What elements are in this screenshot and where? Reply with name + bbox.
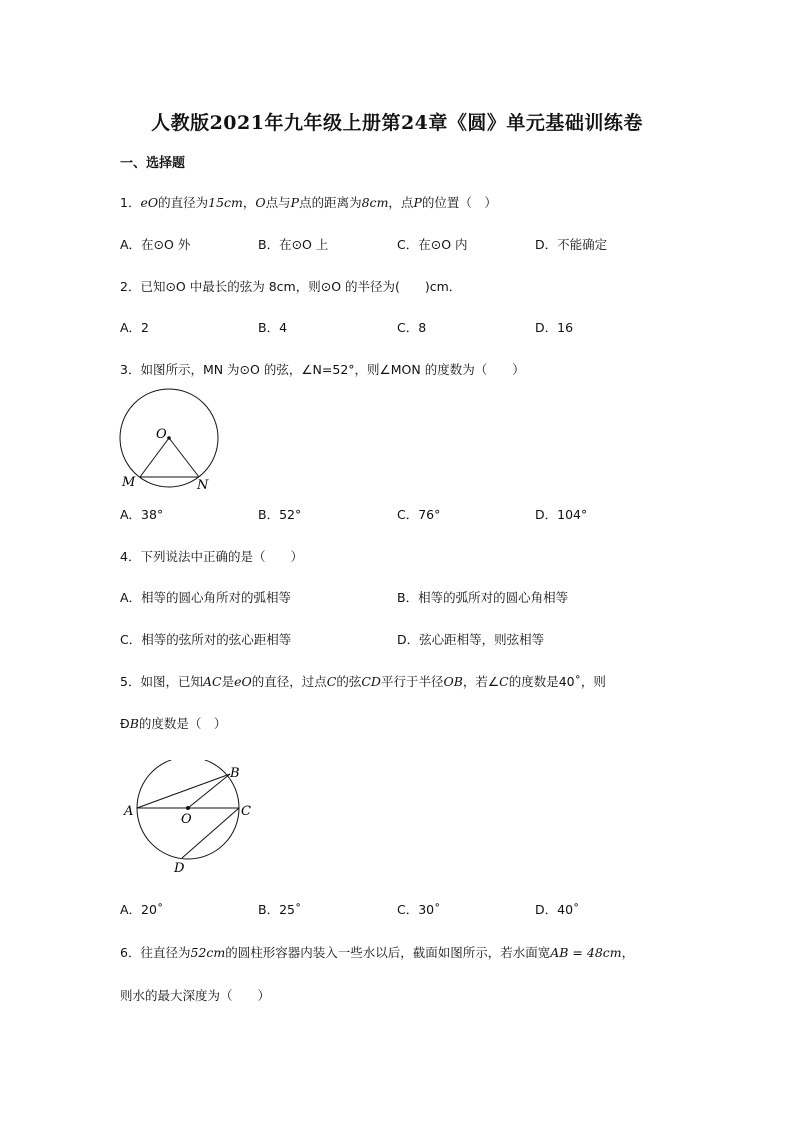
q4-option-b[interactable]: B．相等的弧所对的圆心角相等 xyxy=(397,590,569,605)
q3-label-n: N xyxy=(197,478,209,493)
q5-option-d[interactable]: D．40˚ xyxy=(535,902,580,917)
q2-option-d[interactable]: D．16 xyxy=(535,320,574,335)
q5-chord-ab xyxy=(137,774,230,808)
question-5-line-2: ÐB的度数是（ ） xyxy=(120,716,227,731)
q3-option-d[interactable]: D．104° xyxy=(535,507,588,522)
q4-option-c[interactable]: C．相等的弦所对的弦心距相等 xyxy=(120,632,292,647)
q5-option-c[interactable]: C．30˚ xyxy=(397,902,441,917)
q3-label-m: M xyxy=(122,475,136,490)
question-2: 2．已知⊙O 中最长的弦为 8cm，则⊙O 的半径为( )cm． xyxy=(120,279,462,294)
page-title: 人教版2021年九年级上册第24章《圆》单元基础训练卷 xyxy=(151,112,643,134)
q2-option-c[interactable]: C．8 xyxy=(397,320,427,335)
question-3: 3．如图所示，MN 为⊙O 的弦，∠N=52°，则∠MON 的度数为（ ） xyxy=(120,362,525,377)
question-6-line-2: 则水的最大深度为（ ） xyxy=(120,988,271,1003)
q5-label-b: B xyxy=(230,766,240,781)
q5-label-d: D xyxy=(174,861,185,876)
q3-option-b[interactable]: B．52° xyxy=(258,507,302,522)
q5-circle-figure xyxy=(118,760,263,882)
q1-option-c[interactable]: C．在⊙O 内 xyxy=(397,237,468,252)
q1-option-b[interactable]: B．在⊙O 上 xyxy=(258,237,329,252)
q4-option-d[interactable]: D．弦心距相等，则弦相等 xyxy=(397,632,545,647)
question-6: 6．往直径为52cm的圆柱形容器内装入一些水以后，截面如图所示，若水面宽AB = 48cm， xyxy=(120,945,635,960)
q3-option-c[interactable]: C．76° xyxy=(397,507,441,522)
q5-option-a[interactable]: A．20˚ xyxy=(120,902,164,917)
q1-option-d[interactable]: D．不能确定 xyxy=(535,237,608,252)
section-heading: 一、选择题 xyxy=(120,156,186,171)
question-1: 1．eO的直径为15cm，O点与P点的距离为8cm，点P的位置（ ） xyxy=(120,195,497,210)
q4-option-a[interactable]: A．相等的圆心角所对的弧相等 xyxy=(120,590,292,605)
q1-option-a[interactable]: A．在⊙O 外 xyxy=(120,237,191,252)
q3-label-o: O xyxy=(156,427,167,442)
question-4: 4．下列说法中正确的是（ ） xyxy=(120,549,303,564)
q3-radius-on xyxy=(169,438,199,477)
question-5: 5．如图，已知AC是eO的直径，过点C的弦CD平行于半径OB，若∠C的度数是40˚，则 xyxy=(120,674,606,689)
q5-center-dot xyxy=(186,806,190,810)
q5-radius-ob xyxy=(188,774,230,808)
q5-option-b[interactable]: B．25˚ xyxy=(258,902,302,917)
q5-label-a: A xyxy=(124,804,134,819)
q3-option-a[interactable]: A．38° xyxy=(120,507,164,522)
q3-circle-figure xyxy=(112,388,232,496)
q3-radius-om xyxy=(140,438,169,477)
q5-label-c: C xyxy=(241,804,251,819)
q3-center-dot xyxy=(167,436,171,440)
q5-label-o: O xyxy=(181,812,192,827)
q2-option-b[interactable]: B．4 xyxy=(258,320,288,335)
q2-option-a[interactable]: A．2 xyxy=(120,320,150,335)
